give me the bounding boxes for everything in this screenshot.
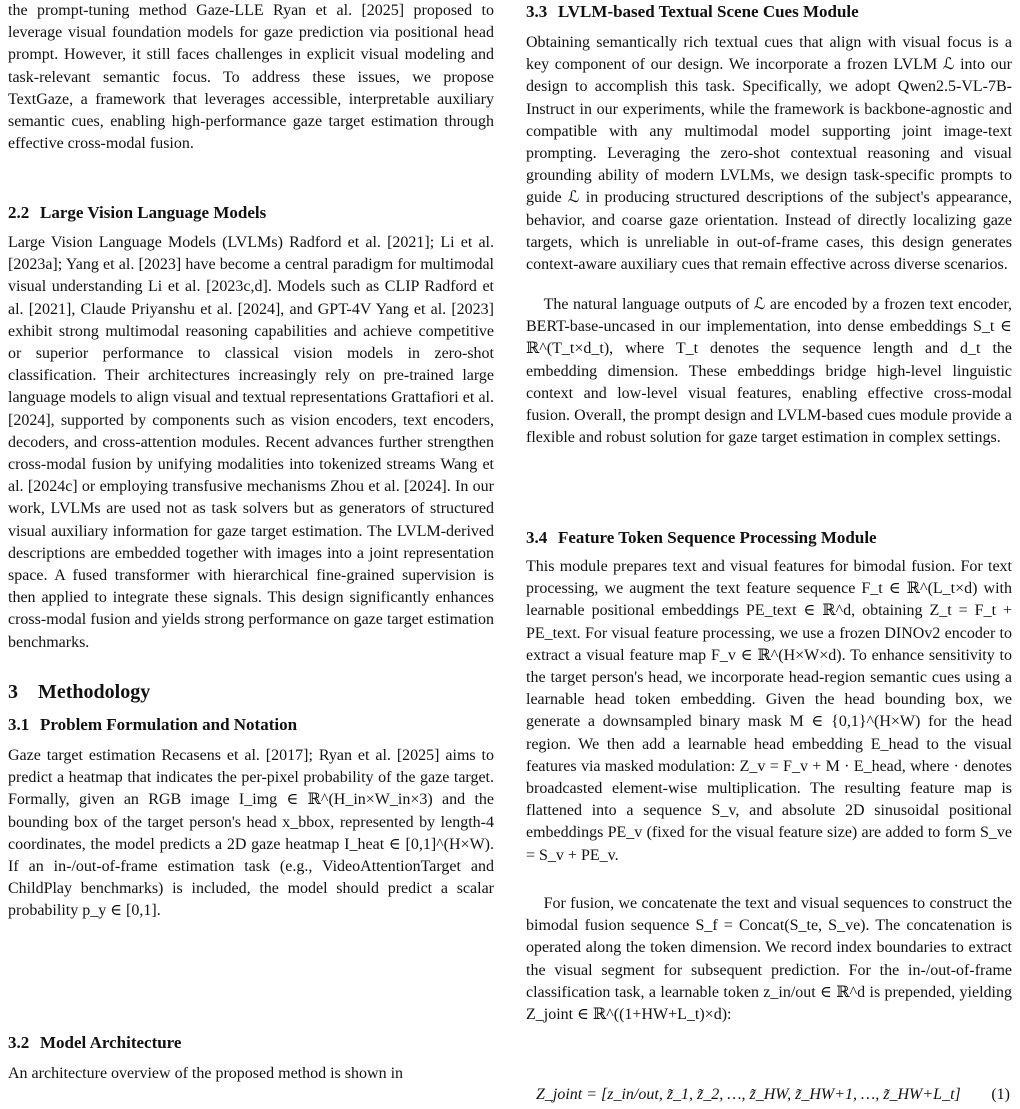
section-3-1-heading bbox=[8, 715, 297, 735]
intro-paragraph: the prompt-tuning method Gaze-LLE Ryan et al. [2025] proposed to leverage visual foundation models for gaze prediction via positional head prompt. However, it still faces challenges in explicit visual modeling and task-relevant semantic focus. To address these issues, we propose TextGaze, a framework that leverages accessible, interpretable auxiliary semantic cues, enabling high-performance gaze target estimation through effective cross-modal fusion. bbox=[8, 2, 494, 153]
section-2-2-heading bbox=[8, 203, 266, 223]
section-number: 3.2 bbox=[8, 1033, 30, 1052]
section-title: LVLM-based Textual Scene Cues Module bbox=[558, 2, 859, 21]
section-number: 3.4 bbox=[526, 528, 548, 547]
section-title: Large Vision Language Models bbox=[40, 203, 267, 222]
section-title: Model Architecture bbox=[40, 1033, 182, 1052]
section-number: 3 bbox=[8, 681, 18, 703]
equation-1 bbox=[526, 1086, 1012, 1104]
section-3-3-para-2: The natural language outputs of ℒ are encoded by a frozen text encoder, BERT-base-uncased in our implementation, into dense embeddings S_t ∈ ℝ^(T_t×d_t), where T_t denotes the sequence length and d_t the embedding dimension. These embeddings bridge high-level linguistic context and low-level visual features, enabling effective cross-modal fusion. Overall, the prompt design and LVLM-based cues module provide a flexible and robust solution for gaze target estimation in complex settings. bbox=[526, 296, 1012, 447]
section-3-4-para-1: This module prepares text and visual features for bimodal fusion. For text processing, we augment the text feature sequence F_t ∈ ℝ^(L_t×d) with learnable positional embeddings PE_text ∈ ℝ^d, obtaining Z_t = F_t + PE_text. For visual feature processing, we use a frozen DINOv2 encoder to extract a visual feature map F_v ∈ ℝ^(H×W×d). To enhance sensitivity to the target person's head, we incorporate head-region semantic cues using a learnable head token embedding. Given the head bounding box, we generate a downsampled binary mask M ∈ {0,1}^(H×W) for the head region. We then add a learnable head embedding E_head to the visual features via masked modulation: Z_v = F_v + M · E_head, where · denotes broadcasted element-wise multiplication. The resulting feature map is flattened into a sequence S_v, and absolute 2D sinusoidal positional embeddings PE_v (fixed for the visual feature size) are added to form S_ve = S_v + PE_v. bbox=[526, 558, 1012, 864]
section-3-3-heading bbox=[526, 2, 859, 22]
section-number: 3.1 bbox=[8, 715, 30, 734]
equation-number: (1) bbox=[991, 1086, 1010, 1103]
section-title: Methodology bbox=[38, 681, 151, 703]
section-2-2-body: Large Vision Language Models (LVLMs) Radford et al. [2021]; Li et al. [2023a]; Yang et al. [2023] have become a central paradigm for multimodal visual understanding Li et al. [2023c,d]. Models such as CLIP Radford et al. [2021], Claude Priyanshu et al. [2024], and GPT-4V Yang et al. [2023] exhibit strong multimodal reasoning capabilities and achieve competitive or superior performance to classical vision models in zero-shot classification. Their architectures increasingly rely on pre-trained large language models to align visual and textual representations Grattafiori et al. [2024], supported by components such as vision encoders, text encoders, decoders, and cross-attention modules. Recent advances further strengthen cross-modal fusion by unifying modalities into tokenized streams Wang et al. [2024c] or employing transfusive mechanisms Zhou et al. [2024]. In our work, LVLMs are used not as task solvers but as generators of structured visual auxiliary information for gaze target estimation. The LVLM-derived descriptions are embedded together with images into a joint representation space. A fused transformer with hierarchical fine-grained supervision is then applied to integrate these signals. This design significantly enhances cross-modal fusion and yields strong performance on gaze target estimation benchmarks. bbox=[8, 234, 494, 651]
section-3-4-para-2: For fusion, we concatenate the text and visual sequences to construct the bimodal fusion sequence S_f = Concat(S_te, S_ve). The concatenation is operated along the token dimension. We record index boundaries to extract the visual segment for subsequent prediction. For the in-/out-of-frame classification task, a learnable token z_in/out ∈ ℝ^d is prepended, yielding Z_joint ∈ ℝ^((1+HW+L_t)×d): bbox=[526, 895, 1012, 1024]
section-number: 3.3 bbox=[526, 2, 548, 21]
section-3-2-heading bbox=[8, 1033, 181, 1053]
section-3-heading bbox=[8, 681, 150, 704]
section-3-4-heading bbox=[526, 528, 877, 548]
section-3-3-para-1: Obtaining semantically rich textual cues that align with visual focus is a key component of our design. We incorporate a frozen LVLM ℒ into our design to accomplish this task. Specifically, we adopt Qwen2.5-VL-7B-Instruct in our experiments, while the framework is backbone-agnostic and compatible with any multimodal model supporting joint image-text prompting. Leveraging the zero-shot contextual reasoning and visual grounding ability of modern LVLMs, we design task-specific prompts to guide ℒ in producing structured descriptions of the subject's appearance, behavior, and coarse gaze orientation. Instead of directly localizing gaze targets, which is unreliable in out-of-frame cases, this design generates context-aware auxiliary cues that remain effective across diverse scenarios. bbox=[526, 34, 1012, 274]
equation-body: Z_joint = [z_in/out, z̃_1, z̃_2, …, z̃_HW, z̃_HW+1, …, z̃_HW+L_t] bbox=[536, 1086, 961, 1103]
section-title: Problem Formulation and Notation bbox=[40, 715, 298, 734]
section-3-1-body: Gaze target estimation Recasens et al. [2017]; Ryan et al. [2025] aims to predict a heatmap that indicates the per-pixel probability of the gaze target. Formally, given an RGB image I_img ∈ ℝ^(H_in×W_in×3) and the bounding box of the target person's head x_bbox, represented by length-4 coordinates, the model predicts a 2D gaze heatmap I_heat ∈ [0,1]^(H×W). If an in-/out-of-frame estimation task (e.g., VideoAttentionTarget and ChildPlay benchmarks) is included, the model should predict a scalar probability p_y ∈ [0,1]. bbox=[8, 747, 494, 920]
section-3-2-body: An architecture overview of the proposed method is shown in bbox=[8, 1065, 404, 1082]
section-title: Feature Token Sequence Processing Module bbox=[558, 528, 877, 547]
section-number: 2.2 bbox=[8, 203, 30, 222]
